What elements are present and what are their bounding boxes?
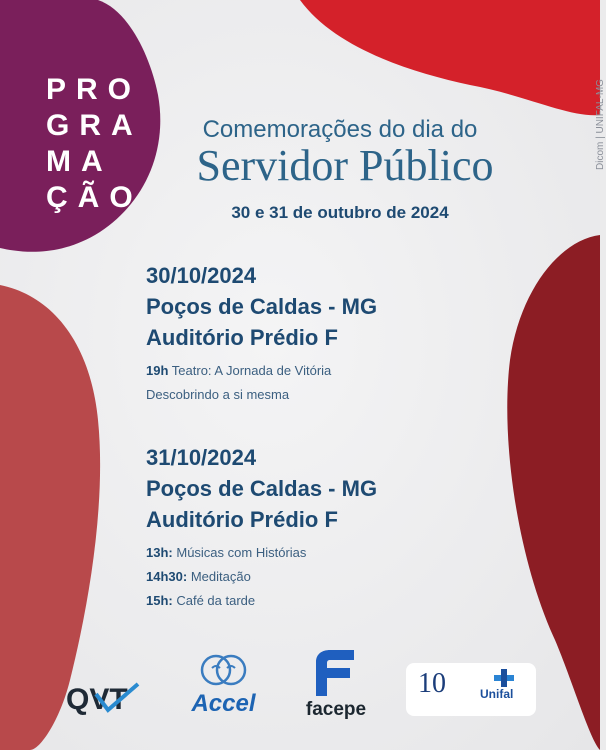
day-block-1 — [146, 260, 377, 407]
facepe-logo — [298, 648, 374, 722]
event-time: 15h: — [146, 593, 173, 608]
day-date: 31/10/2024 — [146, 445, 257, 470]
qvt-logo-text: QVT — [66, 683, 128, 716]
page-title: Servidor Público — [196, 141, 494, 190]
subtitle: Comemorações do dia do — [202, 116, 478, 143]
event-item — [146, 541, 377, 565]
credit-vertical — [583, 20, 606, 170]
event-desc: Descobrindo a si mesma — [146, 387, 290, 402]
event-time: 14h30: — [146, 569, 188, 584]
day-block-2 — [146, 442, 377, 613]
day-city: Poços de Caldas - MG — [146, 294, 378, 319]
unifal-symbol-icon — [494, 669, 514, 687]
day-venue: Auditório Prédio F — [146, 325, 338, 350]
ten-years-mark: 10 — [418, 668, 446, 699]
accel-text: Accel — [191, 690, 256, 717]
event-item — [146, 565, 377, 589]
facepe-f-icon — [298, 648, 374, 698]
event-desc: Café da tarde — [176, 593, 256, 608]
event-desc: Músicas com Histórias — [176, 545, 307, 560]
accel-logo — [176, 650, 271, 718]
credit-text: Dicom | UNIFAL-MG — [595, 79, 606, 170]
event-desc: Teatro: A Jornada de Vitória — [171, 363, 332, 378]
day-venue: Auditório Prédio F — [146, 507, 338, 532]
programacao-line: PRO — [46, 73, 142, 106]
event-list — [146, 541, 377, 613]
day-date: 30/10/2024 — [146, 263, 257, 288]
programacao-line: MA — [46, 145, 113, 178]
qvt-logo — [66, 680, 146, 714]
programacao-line: ÇÃO — [46, 181, 143, 214]
red-blob — [300, 0, 600, 115]
event-dates: 30 e 31 de outubro de 2024 — [231, 203, 449, 222]
event-time: 13h: — [146, 545, 173, 560]
event-time: 19h — [146, 363, 169, 378]
programacao-heading — [46, 72, 143, 216]
unifal-logo-card — [406, 663, 536, 716]
sponsor-logos — [0, 640, 600, 730]
event-list — [146, 359, 377, 407]
event-item — [146, 589, 377, 613]
event-desc: Meditação — [190, 569, 251, 584]
event-item — [146, 359, 377, 383]
day-city: Poços de Caldas - MG — [146, 476, 378, 501]
facepe-text: facepe — [305, 699, 367, 720]
unifal-text: Unifal — [480, 687, 514, 701]
faces-icon — [176, 650, 271, 690]
programacao-line: GRA — [46, 109, 143, 142]
event-item — [146, 383, 377, 407]
